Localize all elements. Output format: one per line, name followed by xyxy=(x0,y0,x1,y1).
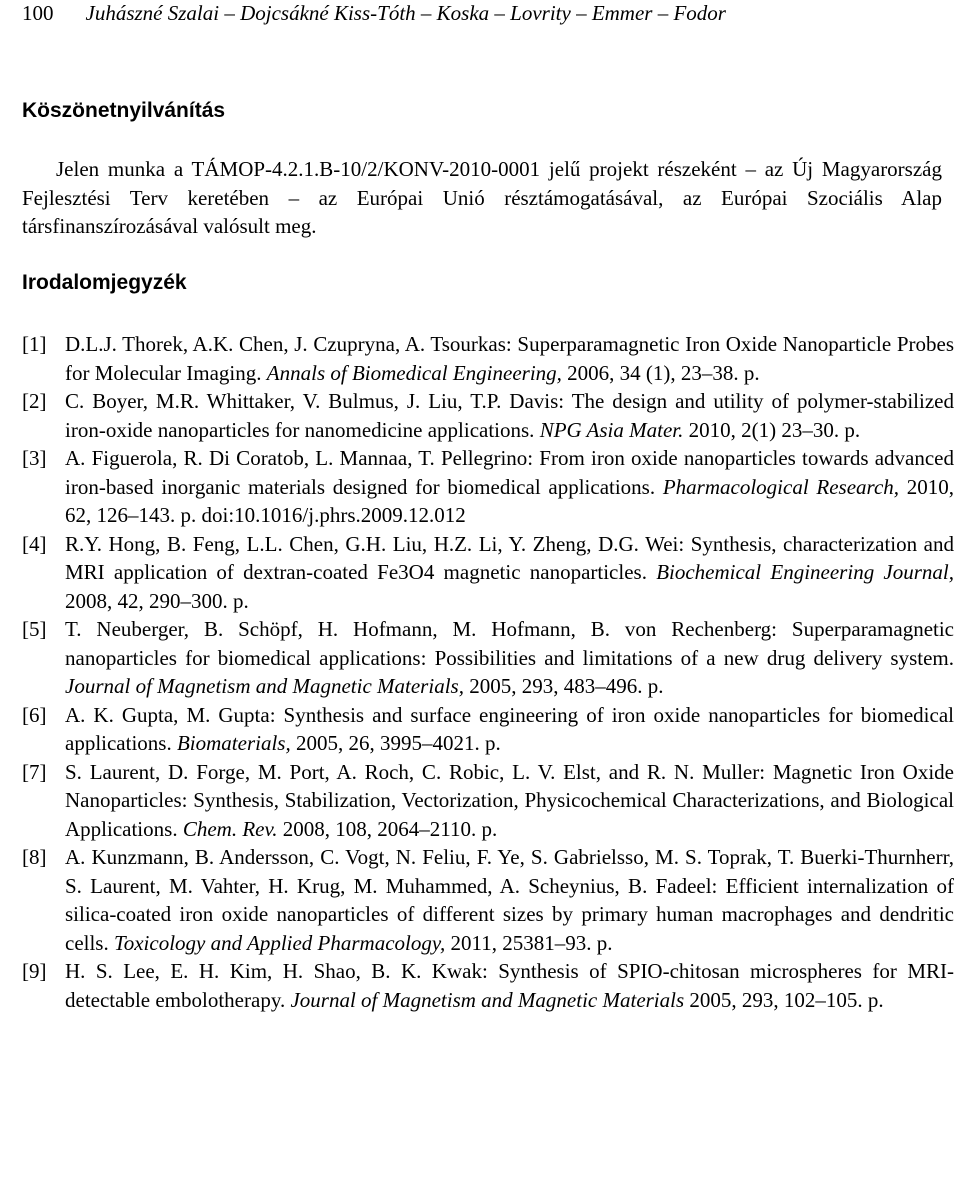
reference-journal: NPG Asia Mater. xyxy=(539,417,684,442)
reference-number: [2] xyxy=(22,389,47,413)
reference-number: [1] xyxy=(22,332,47,356)
reference-tail: 2008, 108, 2064–2110. p. xyxy=(277,816,498,841)
reference-journal: Chem. Rev. xyxy=(182,816,278,841)
reference-item xyxy=(22,758,954,844)
reference-journal: Toxicology and Applied Pharmacology, xyxy=(113,930,446,955)
reference-number: [8] xyxy=(22,845,47,869)
reference-item xyxy=(22,701,954,758)
reference-number: [9] xyxy=(22,959,47,983)
reference-item xyxy=(22,444,954,530)
reference-tail: 2010, 2(1) 23–30. p. xyxy=(683,417,861,442)
running-header xyxy=(22,0,942,26)
reference-text: T. Neuberger, B. Schöpf, H. Hofmann, M. Hofmann, B. von Rechenberg: Superparamagnetic nanoparticles for biomedical applications: Possibilities and limitations of a new drug delivery system. xyxy=(65,617,954,670)
reference-tail: 2005, 26, 3995–4021. p. xyxy=(290,731,501,755)
reference-text: R.Y. Hong, B. Feng, L.L. Chen, G.H. Liu, H.Z. Li, Y. Zheng, D.G. Wei: Synthesis, characterization and MRI application of dextran-coated Fe3O4 magnetic nanoparticles. xyxy=(65,531,954,584)
reference-item xyxy=(22,530,954,616)
reference-item xyxy=(22,615,954,701)
reference-number: [6] xyxy=(22,702,47,727)
reference-number: [7] xyxy=(22,759,47,784)
reference-tail: 2005, 293, 483–496. p. xyxy=(463,674,664,698)
reference-number: [4] xyxy=(22,531,47,556)
reference-text: A. Figuerola, R. Di Coratob, L. Mannaa, T. Pellegrino: From iron oxide nanoparticles towards advanced iron-based inorganic materials designed for biomedical applications. xyxy=(65,446,954,499)
reference-text: A. Kunzmann, B. Andersson, C. Vogt, N. Feliu, F. Ye, S. Gabrielsso, M. S. Toprak, T. Buerki-Thurnherr, S. Laurent, M. Vahter, H. Krug, M. Muhammed, A. Scheynius, B. Fadeel: Efficient internalization of silica-coated iron oxide nanoparticles of different sizes by primary human macrophages and dendritic cells. xyxy=(65,845,954,955)
reference-journal: Biomaterials, xyxy=(176,731,291,755)
reference-item xyxy=(22,330,954,387)
reference-text: C. Boyer, M.R. Whittaker, V. Bulmus, J. Liu, T.P. Davis: The design and utility of polymer-stabilized iron-oxide nanoparticles for nanomedicine applications. xyxy=(65,389,954,442)
reference-tail: 2008, 42, 290–300. p. xyxy=(65,588,249,613)
reference-tail: 2010, 62, 126–143. p. doi:10.1016/j.phrs.2009.12.012 xyxy=(65,474,955,527)
reference-journal: Journal of Magnetism and Magnetic Materials, xyxy=(65,674,464,698)
reference-tail: 2005, 293, 102–105. p. xyxy=(684,987,884,1012)
reference-list xyxy=(22,330,954,1014)
reference-text: A. K. Gupta, M. Gupta: Synthesis and surface engineering of iron oxide nanoparticles for biomedical applications. xyxy=(65,702,954,755)
reference-item xyxy=(22,957,954,1014)
reference-journal: Annals of Biomedical Engineering, xyxy=(266,360,562,385)
acknowledgement-paragraph: Jelen munka a TÁMOP-4.2.1.B-10/2/KONV-2010-0001 jelű projekt részeként – az Új Magyarország Fejlesztési Terv keretében – az Európai Unió résztámogatásával, az Európai Szociális Alap társfinanszírozásával valósult meg. xyxy=(22,157,942,238)
reference-tail: 2011, 25381–93. p. xyxy=(445,930,613,955)
references-heading: Irodalomjegyzék xyxy=(22,271,187,294)
acknowledgement-heading: Köszönetnyilvánítás xyxy=(22,99,226,122)
reference-text: D.L.J. Thorek, A.K. Chen, J. Czupryna, A. Tsourkas: Superparamagnetic Iron Oxide Nanoparticle Probes for Molecular Imaging. xyxy=(65,332,954,385)
reference-journal: Pharmacological Research, xyxy=(662,474,900,499)
page-number: 100 xyxy=(22,1,54,25)
reference-tail: 2006, 34 (1), 23–38. p. xyxy=(561,360,760,385)
reference-number: [5] xyxy=(22,617,47,641)
reference-number: [3] xyxy=(22,446,47,470)
reference-item xyxy=(22,843,954,957)
reference-journal: Journal of Magnetism and Magnetic Materials xyxy=(290,987,685,1012)
reference-text: S. Laurent, D. Forge, M. Port, A. Roch, C. Robic, L. V. Elst, and R. N. Muller: Magnetic Iron Oxide Nanoparticles: Synthesis, Stabilization, Vectorization, Physicochemical Characterizations, and Biological Applications. xyxy=(65,759,954,841)
running-header-authors: Juhászné Szalai – Dojcsákné Kiss-Tóth – Koska – Lovrity – Emmer – Fodor xyxy=(85,1,726,25)
reference-text: H. S. Lee, E. H. Kim, H. Shao, B. K. Kwak: Synthesis of SPIO-chitosan microspheres for MRI-detectable embolotherapy. xyxy=(65,959,954,1012)
reference-item xyxy=(22,387,954,444)
reference-journal: Biochemical Engineering Journal, xyxy=(656,560,954,584)
